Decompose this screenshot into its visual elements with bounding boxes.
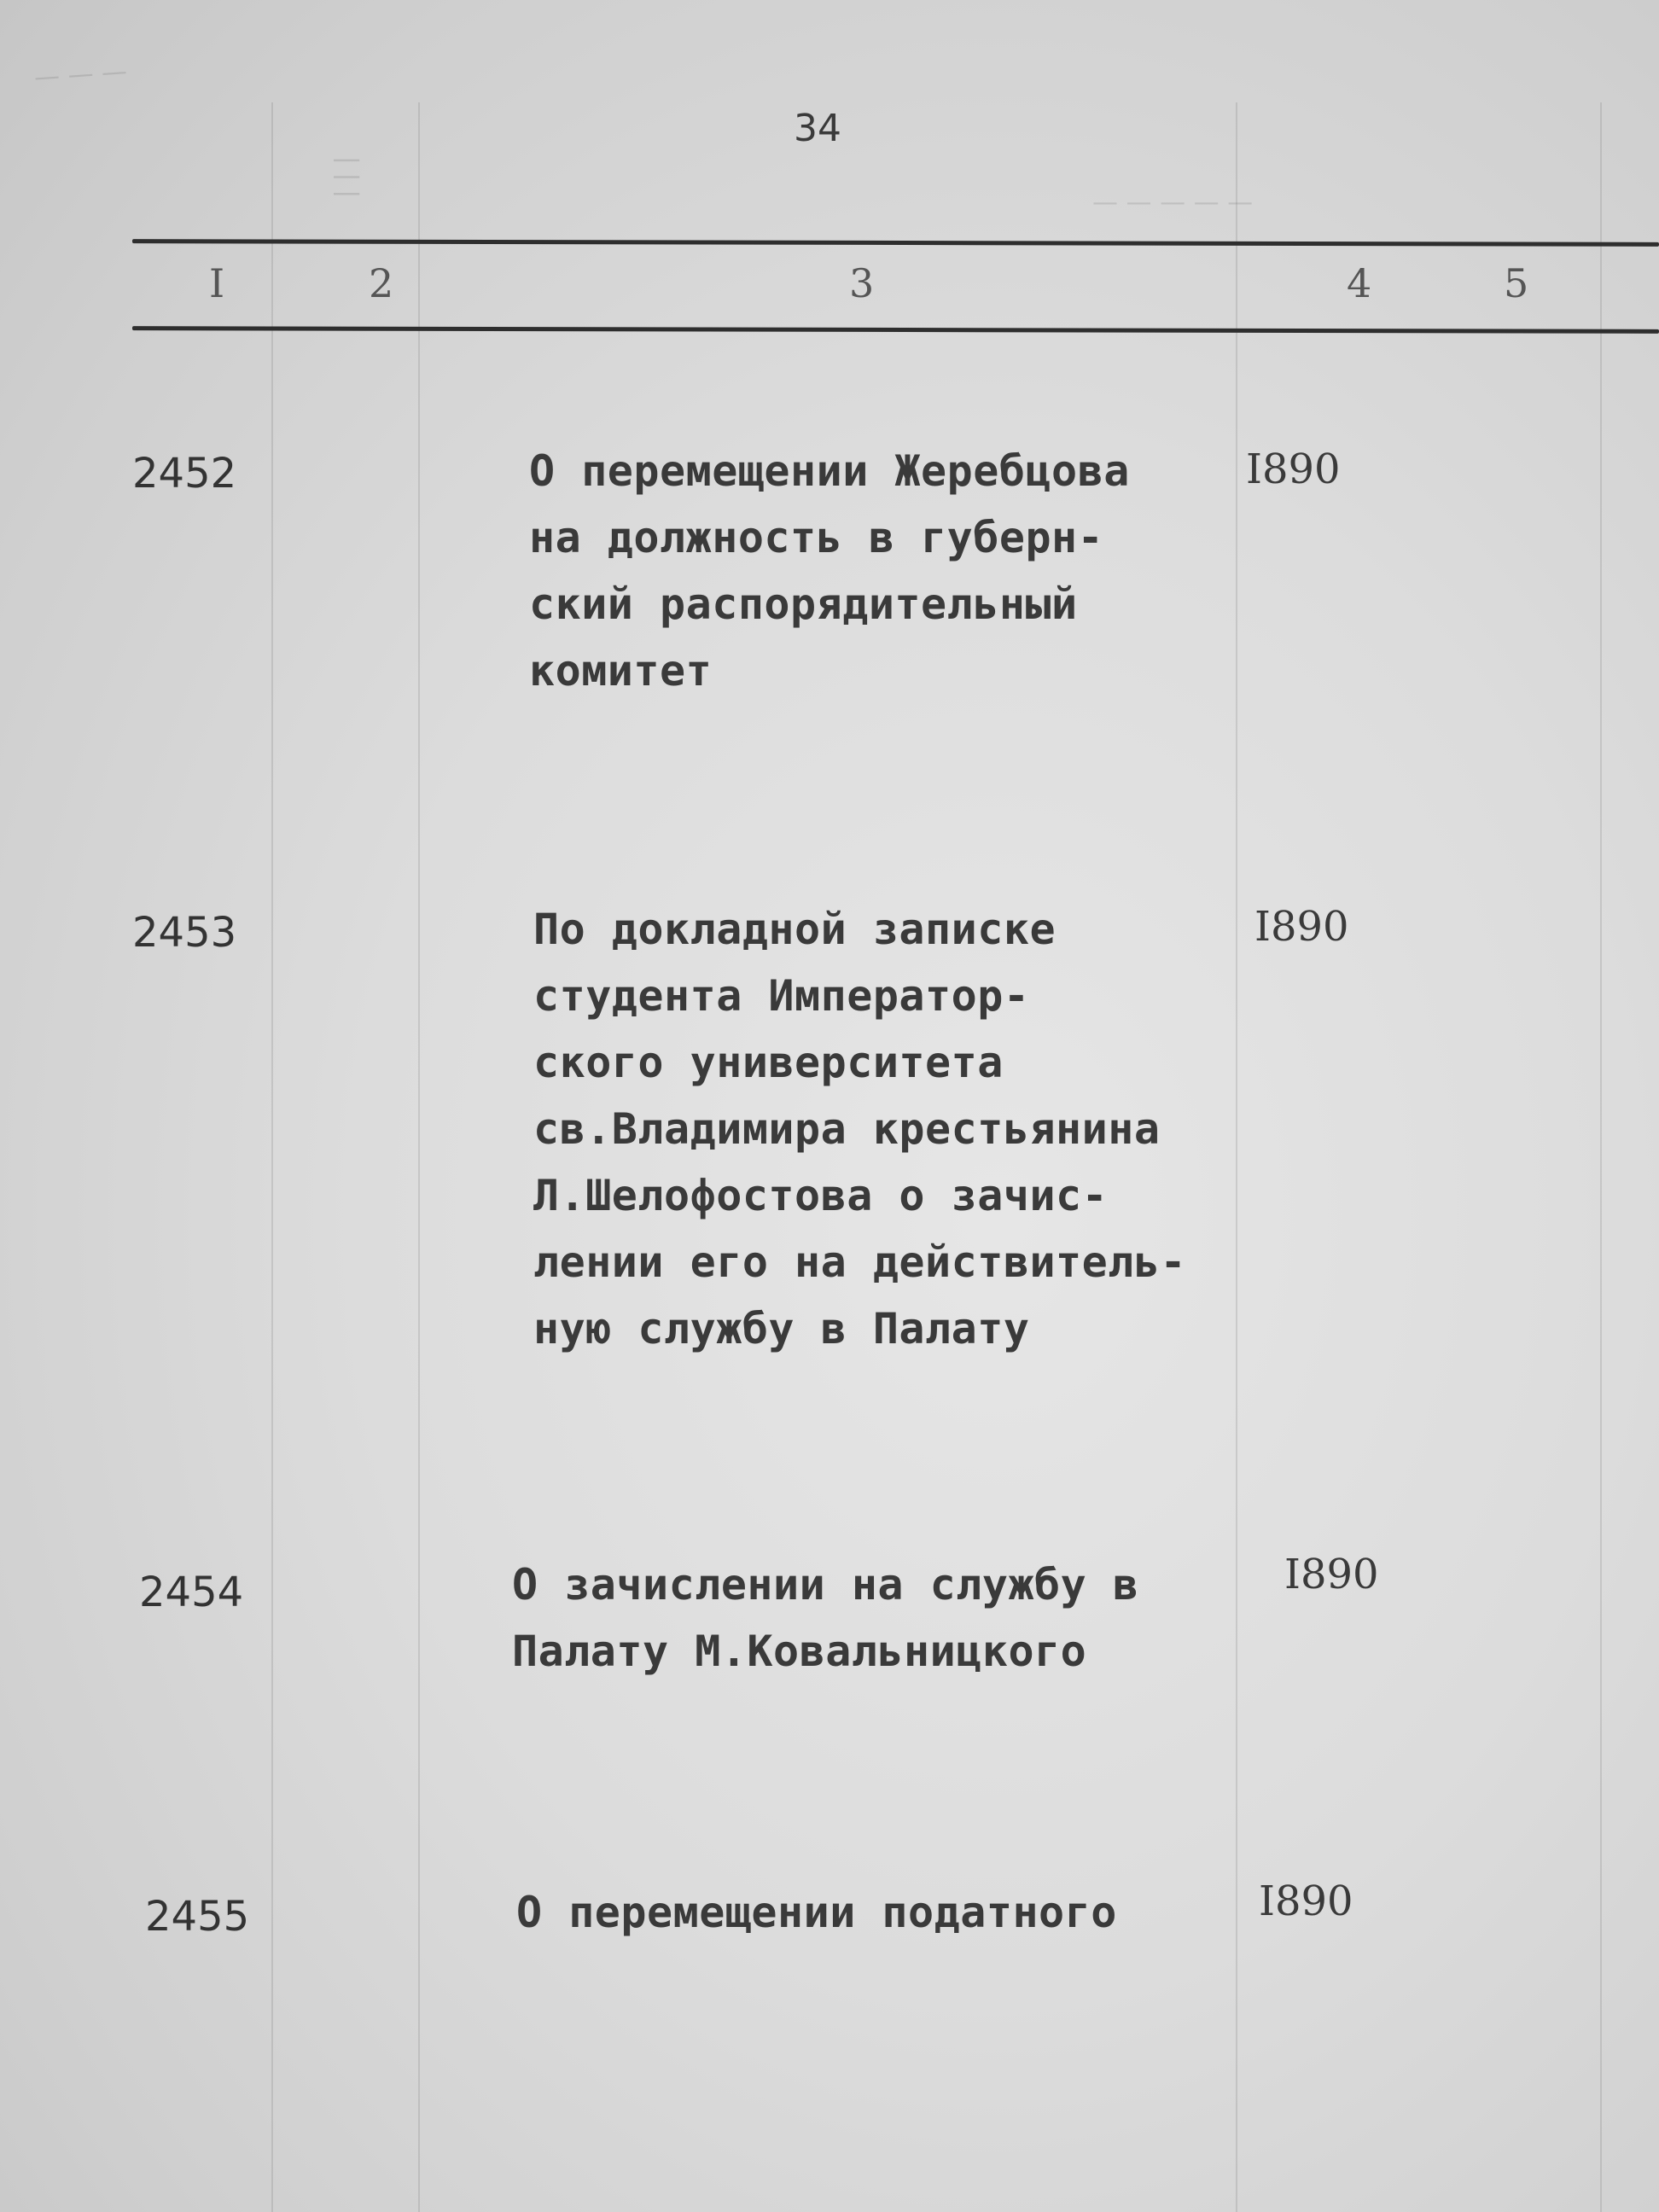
description-line: на должность в губерн-: [529, 513, 1104, 562]
description-line: О зачислении на службу в: [512, 1560, 1139, 1610]
column-divider: [1236, 102, 1237, 2212]
description-line: Палату М.Ковальницкого: [512, 1627, 1087, 1676]
description-line: ский распорядительный: [529, 579, 1078, 629]
column-header-4: 4: [1347, 260, 1372, 306]
bleed-through-mark: — — —: [32, 56, 129, 93]
column-divider: [271, 102, 273, 2212]
bleed-through-mark: — — — — —: [1092, 188, 1254, 218]
column-header-3: 3: [849, 260, 875, 306]
record-year: I890: [1246, 445, 1341, 493]
record-number: 2455: [145, 1893, 250, 1941]
description-line: ную службу в Палату: [533, 1304, 1030, 1353]
description-line: ского университета: [533, 1038, 1004, 1087]
record-year: I890: [1259, 1877, 1353, 1925]
description-line: О перемещении податного: [516, 1888, 1117, 1937]
column-divider: [1600, 102, 1602, 2212]
record-number: 2453: [132, 909, 237, 957]
description-line: О перемещении Жеребцова: [529, 446, 1130, 496]
record-number: 2452: [132, 450, 237, 498]
description-line: По докладной записке: [533, 905, 1057, 954]
record-description: [529, 438, 1130, 704]
description-line: студента Император-: [533, 971, 1030, 1021]
description-line: св.Владимира крестьянина: [533, 1104, 1161, 1154]
bleed-through-mark: | | |: [330, 155, 361, 199]
header-rule-top: [132, 239, 1659, 247]
column-header-5: 5: [1504, 260, 1529, 306]
record-description: [512, 1551, 1138, 1685]
record-description: [533, 896, 1186, 1362]
record-number: 2454: [139, 1569, 244, 1616]
column-divider: [418, 102, 420, 2212]
column-header-2: 2: [369, 260, 394, 306]
page-number: 34: [794, 107, 841, 150]
column-header-1: I: [209, 260, 225, 306]
description-line: лении его на действитель-: [533, 1237, 1187, 1287]
record-year: I890: [1284, 1551, 1379, 1598]
record-description: [516, 1879, 1117, 1946]
header-rule-bottom: [132, 326, 1659, 334]
record-year: I890: [1254, 903, 1349, 951]
description-line: комитет: [529, 646, 713, 696]
description-line: Л.Шелофостова о зачис-: [533, 1171, 1109, 1220]
